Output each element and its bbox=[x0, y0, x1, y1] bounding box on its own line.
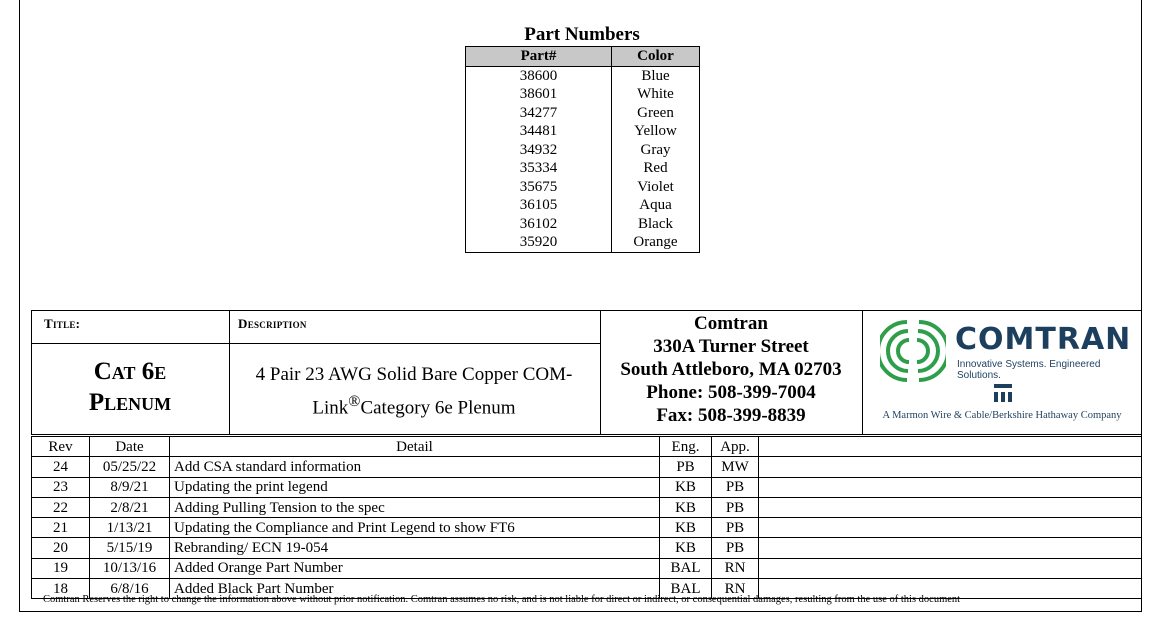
part-number-cell: 35675 bbox=[466, 178, 612, 197]
disclaimer: Comtran Reserves the right to change the information above without prior notification. Comtran assumes no risk, and is not liable for direct or indirect, or consequential damages, resulting from the use of this document bbox=[43, 594, 961, 605]
color-cell: Violet bbox=[612, 178, 700, 197]
date-cell: 6/8/16 bbox=[90, 579, 170, 599]
app-cell: PB bbox=[712, 518, 759, 538]
date-cell: 10/13/16 bbox=[90, 558, 170, 578]
revision-row bbox=[32, 477, 1142, 497]
rev-cell: 24 bbox=[32, 457, 90, 477]
description-label-cell bbox=[229, 310, 601, 344]
date-cell: 5/15/19 bbox=[90, 538, 170, 558]
marmon-icon bbox=[993, 384, 1013, 402]
revision-header-row bbox=[32, 437, 1142, 457]
part-number-row bbox=[466, 85, 700, 104]
part-number-row bbox=[466, 104, 700, 123]
product-title bbox=[31, 356, 229, 418]
description-link: Link bbox=[312, 397, 349, 419]
color-cell: White bbox=[612, 85, 700, 104]
part-number-row bbox=[466, 233, 700, 252]
color-cell: Black bbox=[612, 215, 700, 234]
color-cell: Green bbox=[612, 104, 700, 123]
part-number-row bbox=[466, 141, 700, 160]
part-number-cell: 38601 bbox=[466, 85, 612, 104]
eng-cell: KB bbox=[660, 477, 712, 497]
part-number-row bbox=[466, 178, 700, 197]
revision-row bbox=[32, 497, 1142, 517]
part-number-cell: 38600 bbox=[466, 66, 612, 85]
part-number-row bbox=[466, 215, 700, 234]
detail-cell: Add CSA standard information bbox=[170, 457, 660, 477]
app-cell: MW bbox=[712, 457, 759, 477]
part-number-cell: 36102 bbox=[466, 215, 612, 234]
app-header: App. bbox=[712, 437, 759, 457]
revision-row bbox=[32, 518, 1142, 538]
company-fax: Fax: 508-399-8839 bbox=[656, 405, 806, 426]
rev-cell: 21 bbox=[32, 518, 90, 538]
part-number-row bbox=[466, 122, 700, 141]
comtran-logo bbox=[862, 310, 1142, 434]
detail-cell: Rebranding/ ECN 19-054 bbox=[170, 538, 660, 558]
part-number-cell: 34932 bbox=[466, 141, 612, 160]
title-label: Title: bbox=[44, 316, 81, 331]
color-cell: Red bbox=[612, 159, 700, 178]
part-number-row bbox=[466, 196, 700, 215]
description-rest: Category 6e Plenum bbox=[360, 397, 516, 419]
part-number-cell: 35920 bbox=[466, 233, 612, 252]
detail-header: Detail bbox=[170, 437, 660, 457]
registered-mark: ® bbox=[348, 393, 361, 410]
part-numbers-table bbox=[465, 46, 700, 253]
color-header: Color bbox=[612, 47, 700, 67]
part-numbers-title: Part Numbers bbox=[524, 24, 640, 45]
part-number-row bbox=[466, 159, 700, 178]
rev-cell: 23 bbox=[32, 477, 90, 497]
eng-cell: KB bbox=[660, 518, 712, 538]
detail-cell: Added Orange Part Number bbox=[170, 558, 660, 578]
blank-header bbox=[759, 437, 1142, 457]
part-number-header: Part# bbox=[466, 47, 612, 67]
blank-cell bbox=[759, 477, 1142, 497]
product-title-line2: Plenum bbox=[88, 389, 172, 416]
part-number-cell: 36105 bbox=[466, 196, 612, 215]
blank-cell bbox=[759, 558, 1142, 578]
eng-cell: BAL bbox=[660, 558, 712, 578]
revision-table bbox=[31, 436, 1142, 599]
color-cell: Yellow bbox=[612, 122, 700, 141]
description-line1: 4 Pair 23 AWG Solid Bare Copper COM- bbox=[255, 364, 573, 385]
part-number-row bbox=[466, 66, 700, 85]
revision-row bbox=[32, 538, 1142, 558]
date-cell: 2/8/21 bbox=[90, 497, 170, 517]
date-cell: 1/13/21 bbox=[90, 518, 170, 538]
company-phone: Phone: 508-399-7004 bbox=[646, 382, 816, 403]
app-cell: RN bbox=[712, 579, 759, 599]
revision-row bbox=[32, 457, 1142, 477]
product-title-line1: Cat 6e bbox=[93, 358, 167, 385]
product-description bbox=[229, 361, 599, 421]
revision-row bbox=[32, 558, 1142, 578]
comtran-parent-company: A Marmon Wire & Cable/Berkshire Hathaway Company bbox=[882, 410, 1122, 421]
company-city: South Attleboro, MA 02703 bbox=[620, 359, 842, 380]
rev-cell: 20 bbox=[32, 538, 90, 558]
detail-cell: Added Black Part Number bbox=[170, 579, 660, 599]
title-label-cell bbox=[31, 310, 230, 344]
comtran-ring-icon bbox=[880, 318, 946, 384]
date-cell: 8/9/21 bbox=[90, 477, 170, 497]
eng-cell: KB bbox=[660, 538, 712, 558]
app-cell: PB bbox=[712, 538, 759, 558]
description-label: Description bbox=[238, 316, 307, 331]
rev-cell: 19 bbox=[32, 558, 90, 578]
date-cell: 05/25/22 bbox=[90, 457, 170, 477]
app-cell: RN bbox=[712, 558, 759, 578]
color-cell: Blue bbox=[612, 66, 700, 85]
part-number-cell: 34481 bbox=[466, 122, 612, 141]
eng-header: Eng. bbox=[660, 437, 712, 457]
comtran-tagline: Innovative Systems. Engineered Solutions. bbox=[957, 359, 1101, 381]
color-cell: Gray bbox=[612, 141, 700, 160]
app-cell: PB bbox=[712, 497, 759, 517]
blank-cell bbox=[759, 497, 1142, 517]
blank-cell bbox=[759, 518, 1142, 538]
rev-cell: 18 bbox=[32, 579, 90, 599]
company-name: Comtran bbox=[694, 313, 768, 334]
detail-cell: Adding Pulling Tension to the spec bbox=[170, 497, 660, 517]
rev-header: Rev bbox=[32, 437, 90, 457]
color-cell: Aqua bbox=[612, 196, 700, 215]
eng-cell: KB bbox=[660, 497, 712, 517]
color-cell: Orange bbox=[612, 233, 700, 252]
rev-cell: 22 bbox=[32, 497, 90, 517]
detail-cell: Updating the Compliance and Print Legend to show FT6 bbox=[170, 518, 660, 538]
company-street: 330A Turner Street bbox=[653, 336, 809, 357]
app-cell: PB bbox=[712, 477, 759, 497]
blank-cell bbox=[759, 538, 1142, 558]
eng-cell: BAL bbox=[660, 579, 712, 599]
part-number-cell: 34277 bbox=[466, 104, 612, 123]
eng-cell: PB bbox=[660, 457, 712, 477]
blank-cell bbox=[759, 457, 1142, 477]
company-address bbox=[600, 312, 862, 427]
part-number-cell: 35334 bbox=[466, 159, 612, 178]
part-numbers-header-row bbox=[466, 47, 700, 67]
description-line2 bbox=[229, 388, 599, 421]
date-header: Date bbox=[90, 437, 170, 457]
comtran-wordmark: COMTRAN bbox=[955, 322, 1132, 357]
detail-cell: Updating the print legend bbox=[170, 477, 660, 497]
